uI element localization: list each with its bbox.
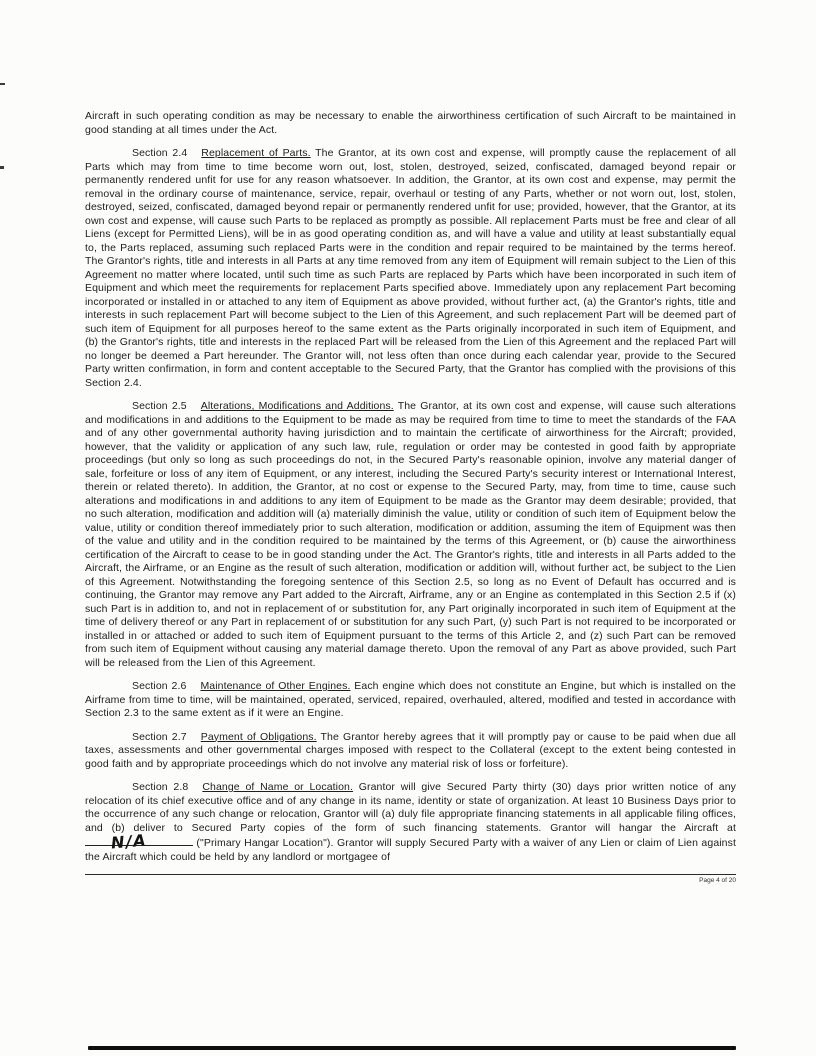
section-number: Section 2.7: [132, 730, 187, 743]
section-body: ("Primary Hangar Location"). Grantor will supply Secured Party with a waiver of any Lien or claim of Lien against the Aircraft which could be held by any landlord or mortgagee of: [85, 837, 736, 863]
section-number: Section 2.6: [132, 680, 187, 692]
section-body: The Grantor, at its own cost and expense, will promptly cause the replacement of all Parts which may from time to time become worn out, lost, stolen, destroyed, seized, confiscated, damaged beyond repair or permanently rendered unfit for use for any reason whatsoever. In addition, the Grantor, at its own cost and expense, may permit the removal in the ordinary course of maintenance, service, repair, overhaul or testing of any Parts, whether or not worn out, lost, stolen, destroyed, seized, confiscated, damaged beyond repair or permanently rendered unfit for use; provided, however, that the Grantor, at its own cost and expense, will cause such Parts to be replaced as promptly as possible. All replacement Parts must be free and clear of all Liens (except for Permitted Liens), will be in as good operating condition as, and will have a value and utility at least substantially equal to, the Parts replaced, assuming such replaced Parts were in the condition and repair required to be maintained by the terms hereof. The Grantor's rights, title and interests in all Parts at any time removed from any item of Equipment will remain subject to the Lien of this Agreement no matter where located, until such time as such Parts are replaced by Parts which have been incorporated in such item of Equipment and which meet the requirements for replacement Parts specified above. Immediately upon any replacement Part becoming incorporated or installed in or attached to any item of Equipment as above provided, without further act, (a) the Grantor's rights, title and interests in such replacement Part will become subject to the Lien of this Agreement, and such replacement Part will be deemed part of such item of Equipment for all purposes hereof to the same extent as the Parts originally incorporated in such item of Equipment, and (b) the Grantor's rights, title and interests in the replaced Part will be released from the Lien of this Agreement and the replaced Part will no longer be deemed a Part hereunder. The Grantor will, not less often than once during each calendar year, provide to the Secured Party written confirmation, in form and content acceptable to the Secured Party, that the Grantor has complied with the provisions of this Section 2.4.: [85, 147, 737, 389]
footer-divider: [85, 874, 736, 875]
scan-edge-artifact: [0, 166, 4, 169]
section-body: Grantor will give Secured Party thirty (30) days prior written notice of any relocation of its chief executive office and of any change in its name, identity or state of organization. At least 10 Business Days prior to the occurrence of any such change or relocation, Grantor will (a) duly file appropriate financing statements in all applicable filing offices, and (b) deliver to Secured Party copies of the form of such financing statements. Grantor will hangar the Aircraft at: [85, 781, 736, 834]
scan-edge-artifact: [0, 83, 5, 85]
section-heading: Maintenance of Other Engines.: [200, 680, 351, 692]
section-number: Section 2.5: [132, 400, 187, 412]
section-number: Section 2.4: [132, 147, 188, 159]
section-number: Section 2.8: [132, 781, 189, 793]
section-heading: Payment of Obligations.: [200, 730, 317, 743]
page-number: Page 4 of 20: [699, 877, 736, 884]
handwritten-value: N/A: [110, 829, 148, 853]
section-heading: Alterations, Modifications and Additions.: [200, 400, 394, 412]
section-paragraph-2-8: [85, 781, 736, 864]
document-body: [85, 110, 736, 885]
section-heading: Replacement of Parts.: [201, 147, 311, 159]
hangar-location-blank: [85, 829, 193, 853]
section-body: Each engine which does not constitute an Engine, but which is installed on the Airframe from time to time, will be maintained, operated, serviced, repaired, overhauled, altered, modified and tested in accordance with Section 2.3 to the same extent as if it were an Engine.: [85, 680, 736, 719]
section-paragraph-2-5: [85, 400, 736, 670]
section-paragraph-2-4: [85, 147, 736, 390]
section-paragraph-2-6: [85, 680, 736, 721]
section-body: The Grantor hereby agrees that it will promptly pay or cause to be paid when due all taxes, assessments and other governmental charges imposed with respect to the Collateral (except to the extent being contested in good faith and by appropriate proceedings which do not involve any material risk of loss or forfeiture).: [85, 730, 736, 770]
section-body: The Grantor, at its own cost and expense, will cause such alterations and modifications in and additions to the Equipment to be made as may be required from time to time to meet the standards of the FAA and of any other governmental authority having jurisdiction and to maintain the certificate of airworthiness for the Aircraft; provided, however, that the validity or application of any such law, rule, regulation or order may be contested in good faith by appropriate proceedings (but only so long as such proceedings do not, in the Secured Party's reasonable opinion, involve any material danger of sale, forfeiture or loss of any item of Equipment, or any interest, including the Secured Party's security interest or International Interest, therein or related thereto). In addition, the Grantor, at no cost or expense to the Secured Party, may, from time to time, cause such alterations and modifications in and additions to any item of Equipment to be made as the Grantor may deem desirable; provided, that no such alteration, modification and addition will (a) materially diminish the value, utility or condition of such item of Equipment below the value, utility or condition thereof immediately prior to such alteration, modification or addition, assuming the item of Equipment was then of the value and utility and in the condition required to be maintained by the terms of this Agreement, or (b) cause the airworthiness certification of the Aircraft to cease to be in good standing under the Act. The Grantor's rights, title and interests in all Parts added to the Aircraft, the Airframe, or an Engine as the result of such alteration, modification or addition will, without further act, be subject to the Lien of this Agreement. Notwithstanding the foregoing sentence of this Section 2.5, so long as no Event of Default has occurred and is continuing, the Grantor may remove any Part added to the Aircraft, Airframe, any or an Engine as contemplated in this Section 2.5 if (x) such Part is in addition to, and not in replacement of or substitution for, any Part originally incorporated in such item of Equipment at the time of delivery thereof or any Part in replacement of or substitution for any such Part, (y) such Part is not required to be incorporated or installed in or attached or added to such item of Equipment pursuant to the terms of this Article 2, and (z) such Part can be removed from such item of Equipment without causing any material damage thereto. Upon the removal of any Part as above provided, such Part will be released from the Lien of this Agreement.: [85, 400, 736, 669]
intro-paragraph: Aircraft in such operating condition as may be necessary to enable the airworthiness certification of such Aircraft to be maintained in good standing at all times under the Act.: [85, 110, 736, 136]
section-heading: Change of Name or Location.: [202, 781, 353, 793]
section-paragraph-2-7: [85, 731, 736, 772]
scan-bottom-artifact: [88, 1046, 736, 1050]
